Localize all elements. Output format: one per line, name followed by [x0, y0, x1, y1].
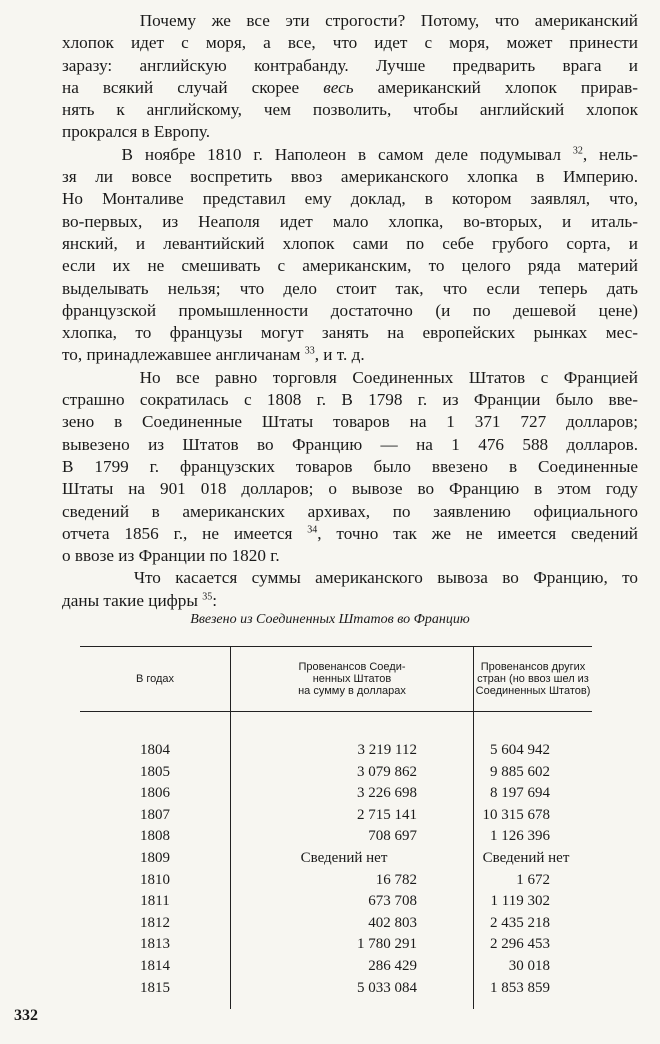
- text-line: французской промышленности достаточно (и по дешевой цене): [62, 300, 638, 320]
- table-row: 1807 2 715 141 10 315 678: [80, 805, 592, 827]
- text-line: хлопка, то французы могут занять на европейских рынках мес-: [62, 323, 638, 343]
- table-row: 1815 5 033 084 1 853 859: [80, 978, 592, 1000]
- text-line: если их не смешивать с американским, то целого ряда материй: [62, 256, 638, 276]
- table-header-row: [80, 647, 592, 712]
- table-caption: Ввезено из Соединенных Штатов во Францию: [190, 612, 470, 627]
- text-line: выделывать нельзя; что дело стоит так, что если теперь дать: [62, 278, 638, 298]
- header-year: В годах: [80, 647, 231, 712]
- header-us-provenance: Провенансов Соеди- ненных Штатов на сумму в долларах: [231, 647, 474, 712]
- text-line: хлопок идет с моря, а все, что идет с моря, может принести: [62, 33, 638, 53]
- text-line: янский, и левантийский хлопок сами по себе грубого сорта, и: [62, 233, 638, 253]
- table-row: 1809 Сведений нет Сведений нет: [80, 848, 592, 870]
- paragraph-2: [62, 144, 638, 367]
- table-row: 1806 3 226 698 8 197 694: [80, 783, 592, 805]
- table-row: 1814 286 429 30 018: [80, 956, 592, 978]
- text-line: заразу: английскую контрабанду. Лучше предварить врага и: [62, 55, 638, 75]
- text-line: Что касается суммы американского вывоза во Францию, то: [62, 568, 638, 588]
- text-line: вывезено из Штатов во Францию — на 1 476 588 долларов.: [62, 434, 638, 454]
- table-row: 1804 3 219 112 5 604 942: [80, 740, 592, 762]
- text-line: В 1799 г. французских товаров было ввезено в Соединенные: [62, 456, 638, 476]
- table-row: 1805 3 079 862 9 885 602: [80, 762, 592, 784]
- text-line: о ввозе из Франции по 1820 г.: [62, 546, 280, 566]
- header-other-provenance: Провенансов других стран (но ввоз шел из Соединенных Штатов): [474, 647, 593, 712]
- text-line: Но Монталиве представил ему доклад, в котором заявлял, что,: [62, 189, 638, 209]
- table-row: 1811 673 708 1 119 302: [80, 891, 592, 913]
- text-line: даны такие цифры $^{35}$:: [62, 590, 217, 610]
- text-line: В ноябре 1810 г. Наполеон в самом деле подумывал $^{32}$, нель-: [62, 144, 639, 164]
- text-line: Штаты на 901 018 долларов; о вывозе во Францию в этом году: [62, 479, 638, 499]
- data-table: [80, 646, 592, 1009]
- text-line: отчета 1856 г., не имеется $^{34}$, точно так же не имеется сведений: [62, 523, 638, 543]
- text-line: прокрался в Европу.: [62, 122, 211, 142]
- text-line: во-первых, из Неаполя идет мало хлопка, во-вторых, и италь-: [62, 211, 638, 231]
- text-line: на всякий случай скорее весь американский хлопок прирав-: [62, 77, 638, 97]
- text-line: сведений в американских архивах, по заявлению официального: [62, 501, 638, 521]
- text-line: то, принадлежавшее англичанам $^{33}$, и т. д.: [62, 345, 365, 365]
- text-line: зя ли вовсе воспретить ввоз американского хлопка в Империю.: [62, 167, 638, 187]
- table-row: 1808 708 697 1 126 396: [80, 826, 592, 848]
- table-row: 1813 1 780 291 2 296 453: [80, 934, 592, 956]
- text-line: зено в Соединенные Штаты товаров на 1 371 727 долларов;: [62, 412, 638, 432]
- text-line: Но все равно торговля Соединенных Штатов с Францией: [62, 367, 638, 387]
- paragraph-1: [62, 10, 638, 144]
- text-line: Почему же все эти строгости? Потому, что американский: [62, 11, 638, 30]
- body-text: [62, 10, 638, 612]
- table-row: 1810 16 782 1 672: [80, 870, 592, 892]
- paragraph-4: [62, 567, 638, 612]
- text-line: нять к английскому, чем позволить, чтобы английский хлопок: [62, 100, 638, 120]
- paragraph-3: [62, 367, 638, 568]
- table-row: 1812 402 803 2 435 218: [80, 913, 592, 935]
- text-line: страшно сократилась с 1808 г. В 1798 г. из Франции было вве-: [62, 390, 638, 410]
- page-number: 332: [14, 1007, 38, 1024]
